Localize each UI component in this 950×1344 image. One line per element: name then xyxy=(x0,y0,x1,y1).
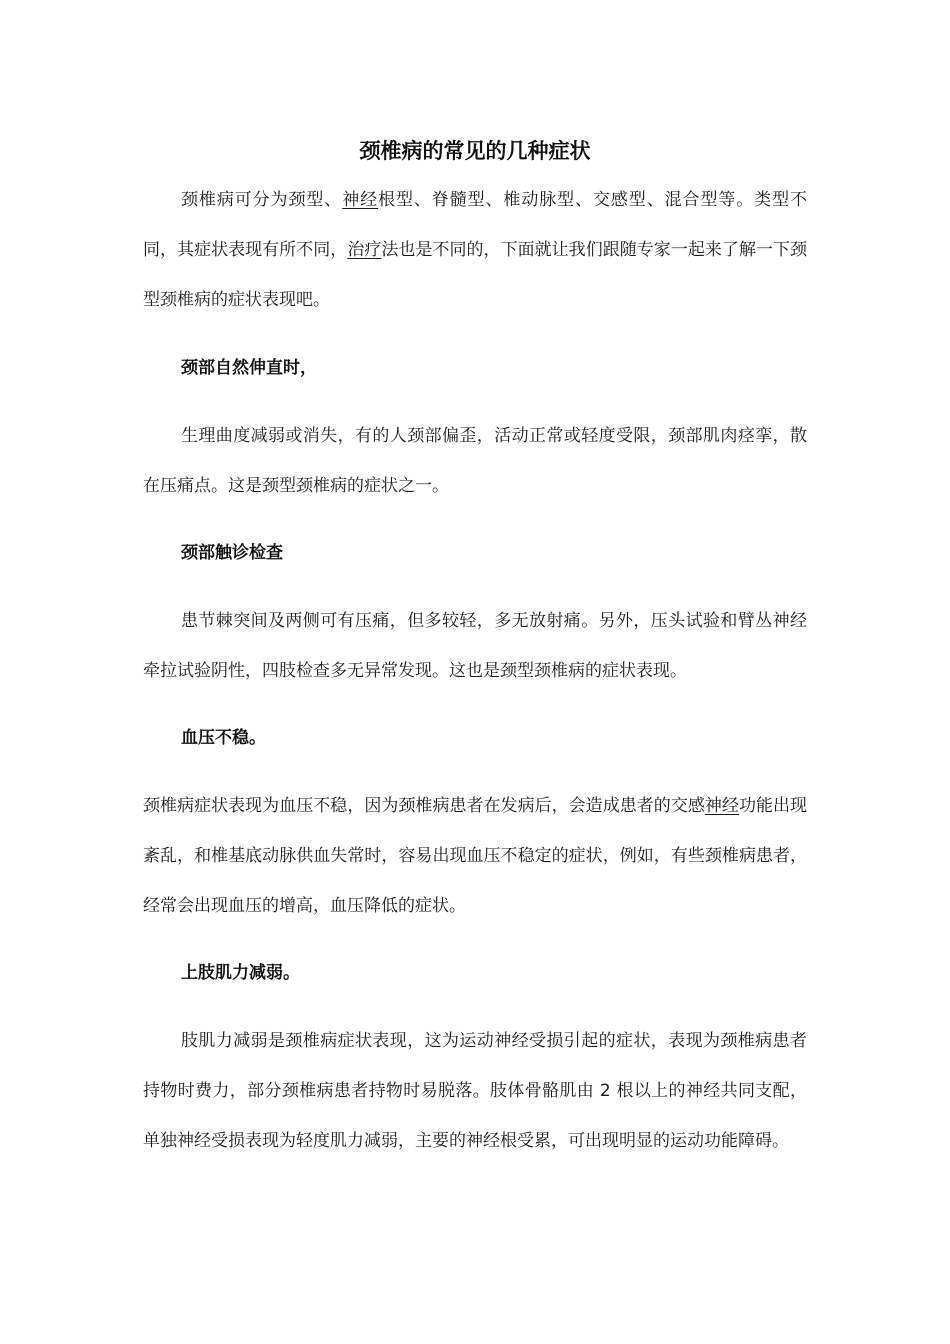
section2-heading: 颈部触诊检查 xyxy=(181,543,283,563)
section3-text-a: 颈椎病症状表现为血压不稳，因为颈椎病患者在发病后，会造成患者的交感 xyxy=(143,796,705,816)
section2-body: 患节棘突间及两侧可有压痛，但多较轻，多无放射痛。另外，压头试验和臂丛神经牵拉试验阴性，四肢检查多无异常发现。这也是颈型颈椎病的症状表现。 xyxy=(143,611,807,681)
section3-text-b: 功能出现紊乱，和椎基底动脉供血失常时，容易出现血压不稳定的症状，例如，有些颈椎病患者，经常会出现血压的增高，血压降低的症状。 xyxy=(143,796,808,916)
section1-heading: 颈部自然伸直时， xyxy=(181,358,317,378)
link-shenjing-2[interactable]: 神经 xyxy=(704,796,739,816)
link-shenjing[interactable]: 神经 xyxy=(342,190,379,210)
intro-text-c: 法也是不同的，下面就让我们跟随专家一起来了解一下颈型颈椎病的症状表现吧。 xyxy=(143,240,808,310)
section4-heading: 上肢肌力减弱。 xyxy=(181,963,300,983)
intro-text-b: 根型、脊髓型、椎动脉型、交感型、混合型等。类型不同，其症状表现有所不同， xyxy=(143,190,808,260)
link-zhiliao[interactable]: 治疗 xyxy=(347,240,382,260)
section1-body: 生理曲度减弱或消失，有的人颈部偏歪，活动正常或轻度受限，颈部肌肉痉挛，散在压痛点。这是颈型颈椎病的症状之一。 xyxy=(143,426,807,496)
section3-body xyxy=(143,781,807,931)
intro-text-a: 颈椎病可分为颈型、 xyxy=(181,190,343,210)
section3-heading: 血压不稳。 xyxy=(181,728,266,748)
intro-paragraph xyxy=(143,175,807,325)
document-title: 颈椎病的常见的几种症状 xyxy=(359,139,591,163)
section4-body: 肢肌力减弱是颈椎病症状表现，这为运动神经受损引起的症状，表现为颈椎病患者持物时费力，部分颈椎病患者持物时易脱落。肢体骨骼肌由 2 根以上的神经共同支配，单独神经受损表现为轻度肌力减弱，主要的神经根受累，可出现明显的运动功能障碍。 xyxy=(143,1031,807,1151)
